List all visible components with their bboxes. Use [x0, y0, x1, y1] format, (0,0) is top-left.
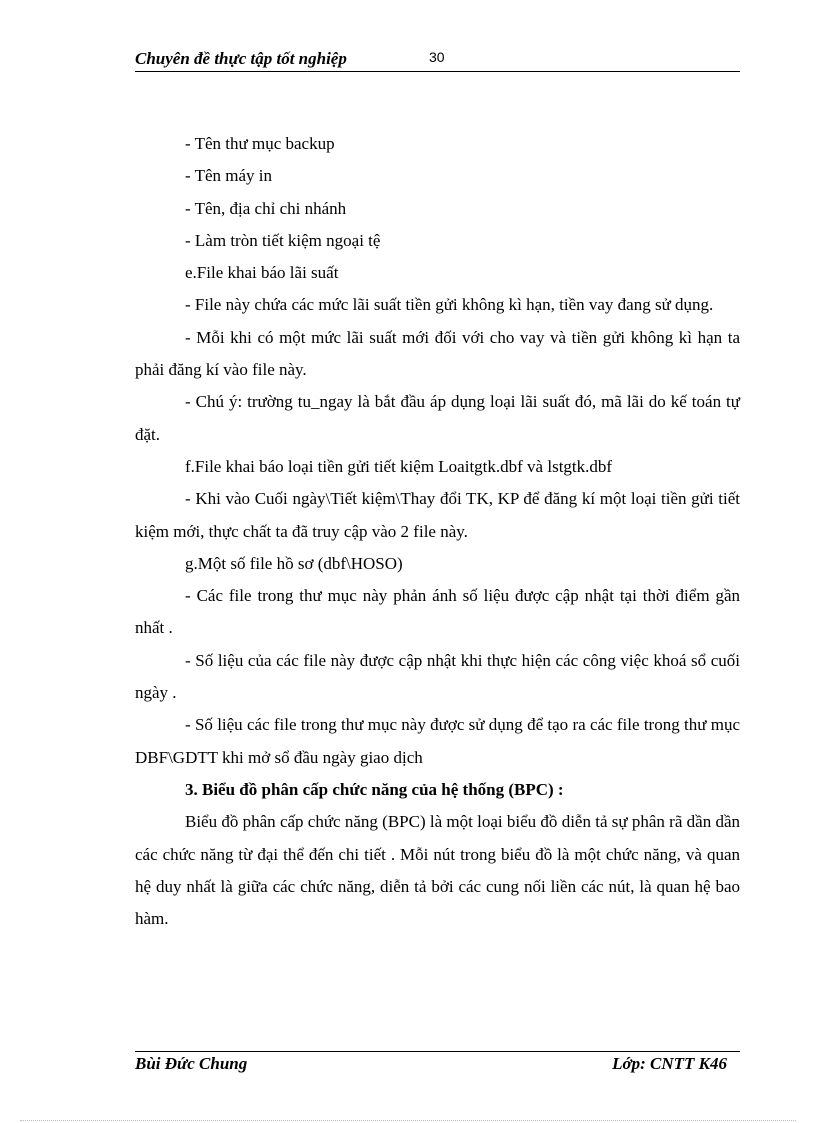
page-number: 30 — [429, 49, 445, 65]
paragraph: - Các file trong thư mục này phản ánh số liệu được cập nhật tại thời điểm gần nhất . — [135, 586, 740, 638]
page-edge-divider — [20, 1120, 796, 1121]
document-body — [135, 128, 740, 935]
paragraph: - Số liệu của các file này được cập nhật khi thực hiện các công việc khoá sổ cuối ngày . — [135, 650, 740, 703]
paragraph: - Số liệu các file trong thư mục này được sử dụng để tạo ra các file trong thư mục DBF\GDTT khi mở sổ đầu ngày giao dịch — [135, 715, 740, 767]
section-f-heading: f.File khai báo loại tiền gửi tiết kiệm Loaitgtk.dbf và lstgtk.dbf — [185, 456, 613, 476]
section-3-heading: 3. Biểu đồ phân cấp chức năng của hệ thống (BPC) : — [185, 779, 564, 799]
header-title: Chuyên đề thực tập tốt nghiệp — [135, 49, 347, 68]
footer-class: Lớp: CNTT K46 — [612, 1054, 727, 1073]
section-e-heading: e.File khai báo lãi suất — [185, 263, 339, 283]
paragraph-rounding: - Làm tròn tiết kiệm ngoại tệ — [185, 230, 381, 250]
section-g-heading: g.Một số file hồ sơ (dbf\HOSO) — [185, 553, 403, 573]
page-footer — [135, 1051, 740, 1082]
paragraph-branch-address: - Tên, địa chỉ chi nhánh — [185, 198, 347, 218]
paragraph: - File này chứa các mức lãi suất tiền gửi không kì hạn, tiền vay đang sử dụng. — [185, 295, 714, 315]
footer-author: Bùi Đức Chung — [135, 1054, 248, 1073]
paragraph: Biểu đồ phân cấp chức năng (BPC) là một loại biểu đồ diễn tả sự phân rã dần dần các chức năng từ đại thể đến chi tiết . Mỗi nút trong biểu đồ là một chức năng, và quan hệ duy nhất là giữa các chức năng, diễn tả bởi các cung nối liền các nút, là quan hệ bao hàm. — [135, 812, 740, 929]
paragraph: - Mỗi khi có một mức lãi suất mới đối với cho vay và tiền gửi không kì hạn ta phải đăng kí vào file này. — [135, 327, 740, 380]
paragraph-printer-name: - Tên máy in — [185, 166, 273, 186]
paragraph: - Khi vào Cuối ngày\Tiết kiệm\Thay đổi TK, KP để đăng kí một loại tiền gửi tiết kiệm mới, thực chất ta đã truy cập vào 2 file này. — [135, 489, 740, 541]
page-header — [135, 47, 740, 72]
paragraph-backup-folder: - Tên thư mục backup — [185, 134, 335, 153]
paragraph: - Chú ý: trường tu_ngay là bắt đầu áp dụng loại lãi suất đó, mã lãi do kế toán tự đặt. — [135, 392, 740, 444]
